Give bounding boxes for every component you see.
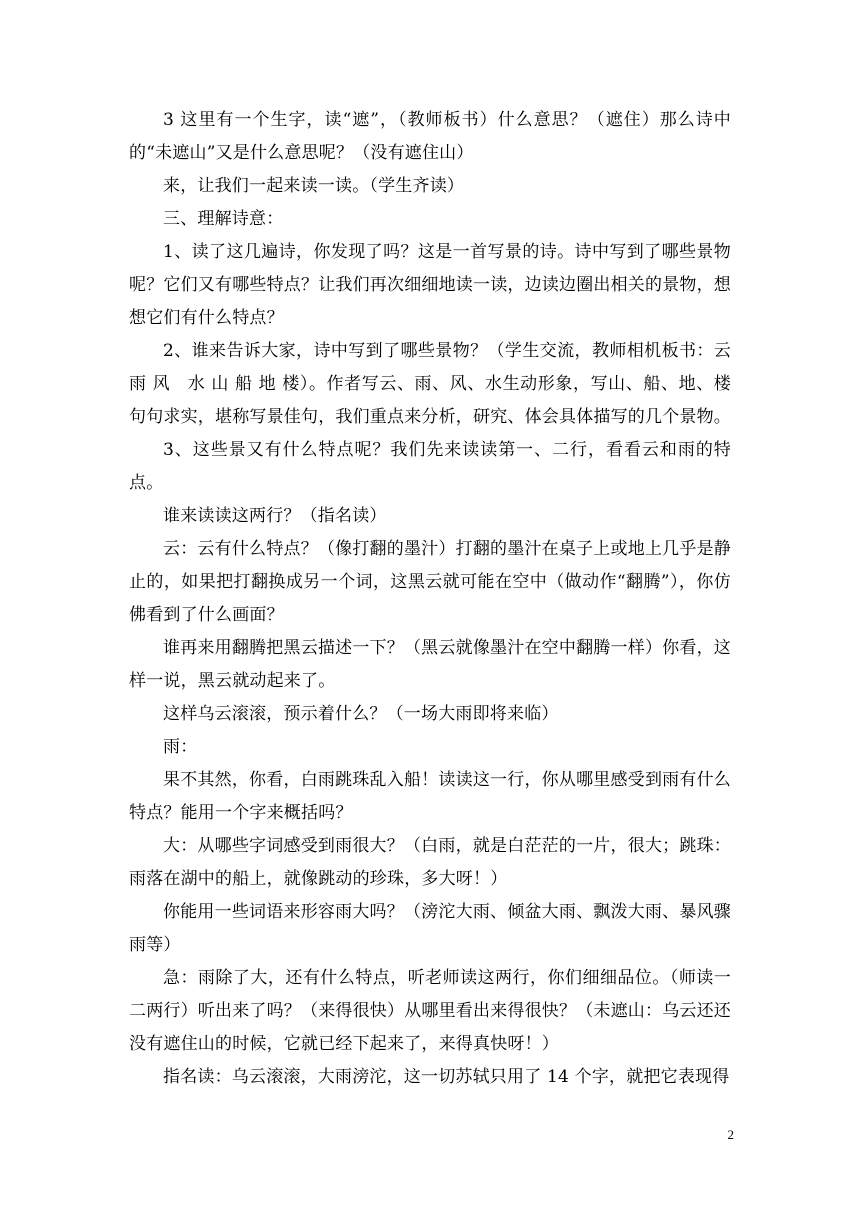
document-page	[129, 104, 731, 1094]
paragraph: 3 这里有一个生字，读“遮”，（教师板书）什么意思？（遮住）那么诗中的“未遮山”又是什么意思呢？（没有遮住山）	[129, 110, 731, 163]
paragraph: 急：雨除了大，还有什么特点，听老师读这两行，你们细细品位。（师读一二两行）听出来了吗？（来得很快）从哪里看出来得很快？（未遮山：乌云还还没有遮住山的时候，它就已经下起来了，来得真快呀！）	[129, 968, 731, 1054]
paragraph: 大：从哪些字词感受到雨很大？（白雨，就是白茫茫的一片，很大；跳珠：雨落在湖中的船上，就像跳动的珍珠，多大呀！）	[129, 836, 731, 889]
paragraph: 3、这些景又有什么特点呢？我们先来读读第一、二行，看看云和雨的特点。	[129, 440, 731, 493]
paragraph: 果不其然，你看，白雨跳珠乱入船！读读这一行，你从哪里感受到雨有什么特点？能用一个字来概括吗？	[129, 770, 731, 823]
paragraph: 云：云有什么特点？（像打翻的墨汁）打翻的墨汁在桌子上或地上几乎是静止的，如果把打翻换成另一个词，这黑云就可能在空中（做动作“翻腾”），你仿佛看到了什么画面？	[129, 539, 731, 625]
paragraph: 你能用一些词语来形容雨大吗？（滂沱大雨、倾盆大雨、飘泼大雨、暴风骤雨等）	[129, 902, 731, 955]
paragraph: 2、谁来告诉大家，诗中写到了哪些景物？（学生交流，教师相机板书：云 雨 风 水 山 船 地 楼）。作者写云、雨、风、水生动形象，写山、船、地、楼句句求实，堪称写景佳句，我们重点来分析，研究、体会具体描写的几个景物。	[129, 341, 731, 427]
paragraph: 1、读了这几遍诗，你发现了吗？这是一首写景的诗。诗中写到了哪些景物呢？它们又有哪些特点？让我们再次细细地读一读，边读边圈出相关的景物，想想它们有什么特点？	[129, 242, 731, 328]
paragraph: 来，让我们一起来读一读。（学生齐读）	[163, 176, 465, 196]
paragraph: 这样乌云滚滚，预示着什么？（一场大雨即将来临）	[163, 704, 559, 724]
paragraph: 谁来读读这两行？（指名读）	[163, 506, 387, 526]
page-number: 2	[727, 1127, 734, 1142]
paragraph: 雨：	[163, 737, 198, 757]
section-heading: 三、理解诗意：	[163, 209, 284, 229]
paragraph: 谁再来用翻腾把黑云描述一下？（黑云就像墨汁在空中翻腾一样）你看，这样一说，黑云就动起来了。	[129, 638, 731, 691]
paragraph: 指名读：乌云滚滚，大雨滂沱，这一切苏轼只用了 14 个字，就把它表现得	[163, 1067, 730, 1087]
